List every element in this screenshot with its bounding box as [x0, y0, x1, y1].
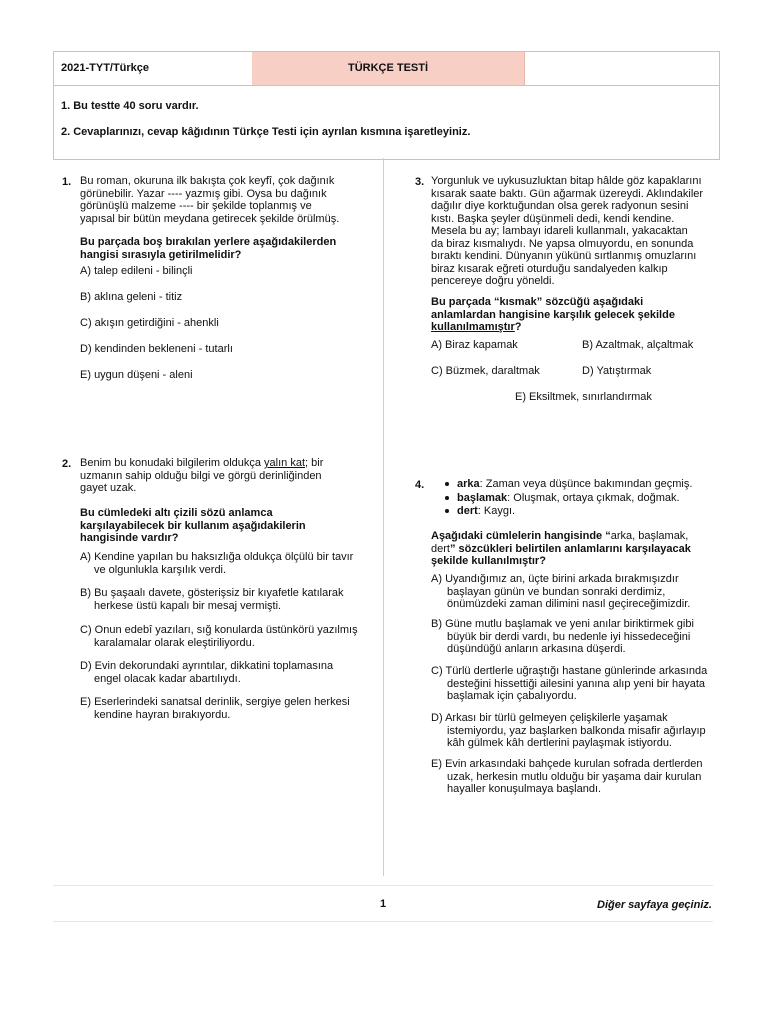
q4-stem-bold: Aşağıdaki cümlelerin hangisinde “: [431, 530, 611, 542]
bullet-definition: : Zaman veya düşünce bakımından geçmiş.: [479, 478, 693, 490]
q2-text: ; bir: [305, 457, 324, 469]
q1-stem-line: hangisi sırasıyla getirilmelidir?: [80, 248, 242, 261]
option-line: desteğini hissettiği ailesini yanına alıp yeni bir hayata: [447, 677, 706, 690]
option-line: başlamak için çabalıyordu.: [447, 690, 577, 702]
q3-stem-line: [431, 321, 731, 334]
q2-passage-line: uzmanın sahip olduğu bilgi ve görgü derinliğinden: [80, 469, 322, 482]
q1-option-b[interactable]: [80, 291, 182, 304]
q3-passage-line: da biraz kısmalıydı. Ne yapsa olmuyordu, en sonunda: [431, 237, 694, 250]
option-line: kendine hayran bırakıyordu.: [94, 708, 231, 721]
underlined-word: kullanılmamıştır: [431, 321, 515, 333]
bullet-dot-icon: [445, 482, 449, 486]
q1-option-c[interactable]: [80, 317, 219, 330]
option-text: Bu şaşaalı davete, gösterişsiz bir kıyafetle katılarak: [94, 587, 344, 599]
option-text: Türlü dertlerle uğraştığı hastane günlerinde arkasında: [445, 665, 708, 677]
q2-passage-line: [80, 457, 370, 470]
q1-option-d[interactable]: [80, 343, 233, 356]
q4-stem-normal: arka, başlamak,: [610, 530, 689, 542]
q3-passage-line: Yorgunluk ve uykusuzluktan bitap hâlde göz kapaklarını: [431, 175, 702, 187]
q1-passage-line: yapısal bir bütün meydana getirecek şekilde örülmüş.: [80, 212, 340, 225]
option-line: önümüzdeki zaman dilimini nasıl geçireceğimizdir.: [447, 598, 691, 610]
option-text: talep edileni - bilinçli: [94, 265, 193, 277]
option-text: kendinden bekleneni - tutarlı: [94, 343, 233, 355]
question-1-number: 1.: [62, 176, 72, 188]
option-text: Uyandığımız an, üçte birini arkada bırakmışızdır: [445, 573, 679, 585]
option-letter: E): [80, 369, 91, 381]
q2-option-c[interactable]: [80, 624, 380, 649]
option-text: Eserlerindeki sanatsal derinlik, sergiye gelen herkesi: [94, 696, 350, 708]
q3-stem-line: anlamlardan hangisine karşılık gelecek şekilde: [431, 308, 675, 321]
option-line: büyük bir derdi vardı, bu nedenle iyi hissedeceğini: [447, 630, 691, 643]
test-title: TÜRKÇE TESTİ: [347, 62, 429, 74]
question-1-stem: [80, 236, 370, 261]
option-line: herkese üstü kapalı bir mesaj vermişti.: [94, 599, 282, 612]
q1-passage-line: görünebilir. Yazar ---- yazmış gibi. Oysa bu dağınık: [80, 187, 327, 200]
q3-passage-line: Mesela bu ay; lambayı idareli kullanmalı, yakacaktan: [431, 225, 688, 237]
bullet-definition: : Oluşmak, ortaya çıkmak, doğmak.: [507, 492, 680, 504]
option-letter: C): [80, 317, 92, 329]
q2-option-b[interactable]: [80, 587, 380, 612]
option-line: [431, 573, 731, 586]
q3-passage-line: bıraktı kendini. Dünyanın yükünü sırtlanmış omuzlarını: [431, 250, 697, 262]
option-text: Onun edebî yazıları, sığ konularda üstünkörü yazılmış: [94, 624, 358, 636]
q4-option-a[interactable]: [431, 573, 731, 611]
q2-stem-line: karşılayabilecek bir kullanım aşağıdakilerin: [80, 519, 306, 532]
q2-stem-line: Bu cümledeki altı çizili sözü anlamca: [80, 507, 273, 519]
q3-passage-line: dağılır diye korktuğundan olsa gerek radyonun sesini: [431, 200, 689, 212]
q1-option-a[interactable]: [80, 265, 193, 278]
q4-stem-line: şekilde kullanılmıştır?: [431, 555, 546, 567]
q3-stem-end: ?: [514, 321, 522, 333]
bullet-term: dert: [457, 505, 478, 517]
option-line: [431, 618, 731, 631]
q2-text: Benim bu konudaki bilgilerim oldukça: [80, 457, 265, 469]
q1-passage-line: Bu roman, okuruna ilk bakışta çok keyfî, çok dağınık: [80, 175, 335, 187]
bullet-dot-icon: [445, 496, 449, 500]
question-3-stem: [431, 296, 731, 334]
q2-passage-line: gayet uzak.: [80, 482, 137, 494]
header-left-cell: [54, 52, 253, 85]
q4-bullet-arka: [445, 478, 692, 491]
bullet-term: arka: [457, 478, 480, 490]
q3-option-a[interactable]: A) Biraz kapamak: [431, 339, 518, 351]
option-line: [431, 712, 731, 725]
bullet-definition: : Kaygı.: [477, 505, 516, 517]
q3-passage-line: kısarak saate baktı. Gün ağarmak üzereydi. Aklındakiler: [431, 187, 704, 200]
option-letter: A): [80, 265, 91, 277]
q3-option-e[interactable]: E) Eksiltmek, sınırlandırmak: [515, 391, 652, 403]
option-letter: C): [431, 665, 443, 677]
q3-stem-line: Bu parçada “kısmak” sözcüğü aşağıdaki: [431, 296, 644, 308]
q1-stem-line: Bu parçada boş bırakılan yerlere aşağıdakilerden: [80, 236, 337, 248]
question-1-passage: [80, 175, 370, 225]
q4-option-e[interactable]: [431, 758, 731, 796]
q3-option-b[interactable]: B) Azaltmak, alçaltmak: [582, 339, 694, 351]
option-line: [431, 665, 731, 678]
bullet-dot-icon: [445, 509, 449, 513]
header-right-cell: [524, 52, 719, 85]
option-letter: B): [80, 587, 91, 599]
q2-option-d[interactable]: [80, 660, 380, 685]
q2-option-a[interactable]: [80, 551, 380, 576]
q2-stem-line: hangisinde vardır?: [80, 532, 179, 544]
option-line: hayaller konuşulmaya başlandı.: [447, 783, 602, 795]
option-letter: B): [80, 291, 91, 303]
option-line: [80, 696, 380, 709]
option-letter: E): [431, 758, 442, 770]
option-text: Evin dekorundaki ayrıntılar, dikkatini toplamasına: [94, 660, 334, 672]
option-text: aklına geleni - titiz: [94, 291, 183, 303]
q2-option-e[interactable]: [80, 696, 380, 721]
instruction-2: 2. Cevaplarınızı, cevap kâğıdının Türkçe Testi için ayrılan kısmına işaretleyiniz.: [61, 126, 471, 138]
header-title-cell: [252, 52, 525, 85]
q3-passage-line: kıstı. Başka şeyler düşünmeli dedi, kendi kendine.: [431, 212, 675, 225]
exam-code: 2021-TYT/Türkçe: [61, 62, 150, 74]
page-number: 1: [380, 898, 387, 910]
option-letter: A): [431, 573, 442, 585]
q4-stem-line: [431, 530, 731, 543]
option-letter: B): [431, 618, 442, 630]
q4-bullet-dert: [445, 505, 515, 518]
option-line: başlayan günün ve bundan sonraki derdimiz,: [447, 585, 666, 598]
q4-option-b[interactable]: [431, 618, 731, 656]
q4-stem-bold: ” sözcükleri belirtilen anlamlarını karşılayacak: [449, 542, 691, 555]
instruction-1: 1. Bu testte 40 soru vardır.: [61, 100, 199, 112]
q4-bullet-baslamak: [445, 492, 680, 505]
option-line: [80, 660, 380, 673]
option-line: kâh gülmek kâh dertlerini paylaşmak istiyordu.: [447, 737, 672, 749]
option-line: istemiyordu, yaz başlarken balkonda misafir ağırlayıp: [447, 724, 706, 737]
question-3-number: 3.: [415, 176, 425, 188]
question-2-stem: [80, 507, 370, 545]
footer-top-rule: [53, 885, 713, 886]
option-text: uygun düşeni - aleni: [94, 369, 193, 381]
option-letter: E): [80, 696, 91, 708]
bullet-term: başlamak: [457, 492, 508, 504]
q3-option-c[interactable]: C) Büzmek, daraltmak: [431, 365, 540, 377]
column-divider: [383, 158, 384, 876]
underlined-phrase: yalın kat: [264, 457, 306, 469]
option-line: [431, 758, 731, 771]
option-text: Evin arkasındaki bahçede kurulan sofrada dertlerden: [445, 758, 703, 770]
option-line: ve olgunlukla karşılık verdi.: [94, 563, 227, 576]
q3-passage-line: pencereye doğru yöneldi.: [431, 275, 555, 287]
option-letter: D): [80, 660, 92, 672]
option-line: engel olacak kadar abartılıydı.: [94, 672, 241, 685]
question-4-number: 4.: [415, 479, 425, 491]
q1-passage-line: görünüşlü malzeme ---- bir şekilde toplanmış ve: [80, 200, 312, 212]
option-line: [80, 551, 380, 564]
test-header: [53, 51, 720, 160]
option-line: [80, 624, 380, 637]
footer-bottom-rule: [53, 921, 713, 922]
option-text: Güne mutlu başlamak ve yeni anılar biriktirmek gibi: [445, 618, 694, 630]
question-4-stem: [431, 530, 731, 568]
question-3-passage: [431, 175, 731, 288]
option-line: [80, 587, 380, 600]
header-row: [54, 52, 719, 86]
q3-passage-line: biraz kısarak eğreti oturduğu sandalyeden kalkıp: [431, 262, 668, 275]
option-letter: C): [80, 624, 92, 636]
next-page-note: Diğer sayfaya geçiniz.: [597, 899, 712, 911]
option-text: akışın getirdiğini - ahenkli: [94, 317, 219, 329]
question-2-passage: [80, 457, 370, 495]
q4-stem-line: [431, 543, 731, 556]
option-letter: D): [80, 343, 92, 355]
option-letter: D): [431, 712, 443, 724]
q3-option-d[interactable]: D) Yatıştırmak: [582, 365, 652, 377]
q4-option-d[interactable]: [431, 712, 731, 750]
question-2-number: 2.: [62, 458, 72, 470]
option-line: düşündüğü anların arkasına düşerdi.: [447, 643, 626, 655]
option-letter: A): [80, 551, 91, 563]
option-line: karalamalar olarak eleştiriliyordu.: [94, 636, 255, 649]
option-line: uzak, herkesin mutlu olduğu bir yaşama dair kurulan: [447, 770, 702, 783]
q1-option-e[interactable]: [80, 369, 193, 382]
q4-option-c[interactable]: [431, 665, 731, 703]
option-text: Kendine yapılan bu haksızlığa oldukça ölçülü bir tavır: [94, 551, 354, 563]
option-text: Arkası bir türlü gelmeyen çelişkilerle yaşamak: [445, 712, 668, 724]
q4-stem-normal: dert: [431, 542, 450, 555]
